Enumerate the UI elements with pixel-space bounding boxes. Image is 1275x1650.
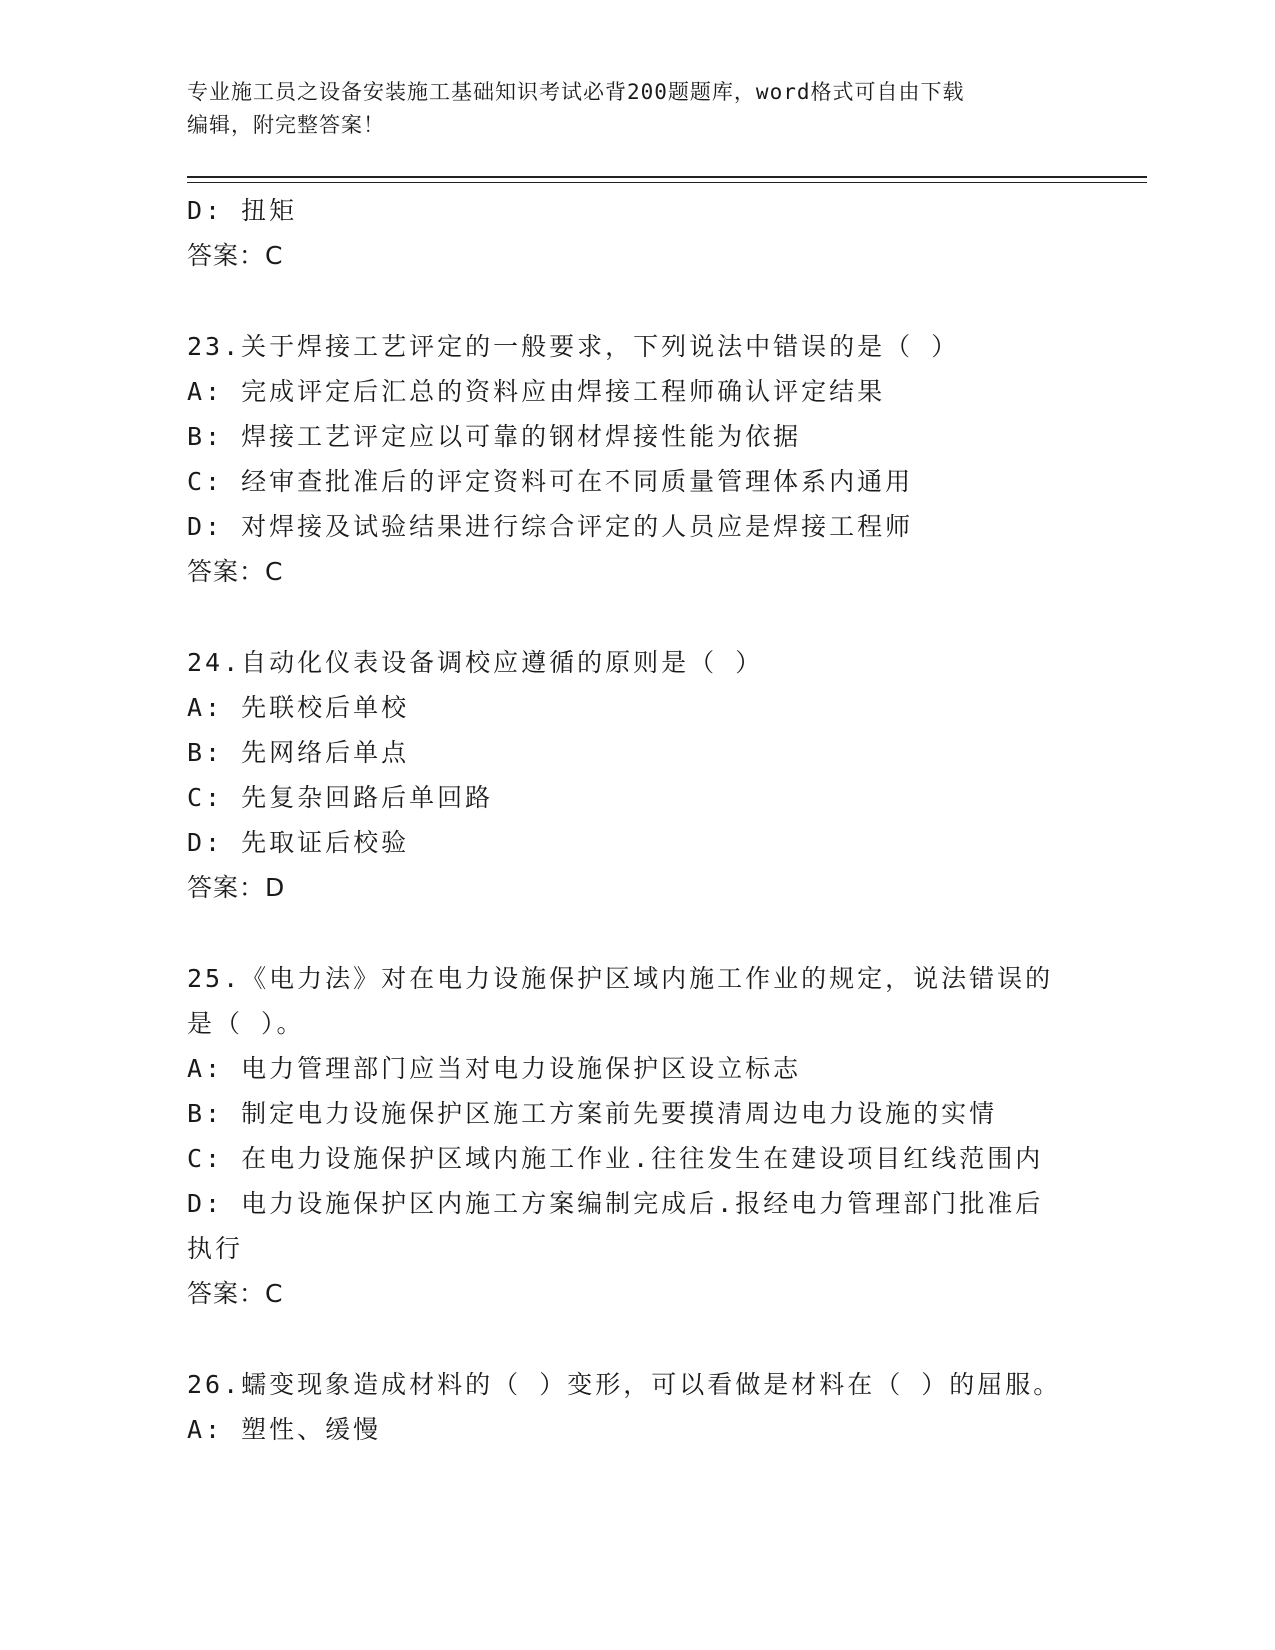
question-24	[187, 640, 1087, 910]
answer: 答案：C	[187, 241, 284, 270]
option-c: C: 先复杂回路后单回路	[187, 783, 494, 812]
option-d: D: 对焊接及试验结果进行综合评定的人员应是焊接工程师	[187, 512, 914, 541]
question-text-line1: 25.《电力法》对在电力设施保护区域内施工作业的规定，说法错误的	[187, 964, 1054, 993]
spacer	[187, 910, 1087, 956]
header-title-line1: 专业施工员之设备安装施工基础知识考试必背200题题库，word格式可自由下载	[187, 80, 965, 104]
header-title-line2: 编辑，附完整答案！	[187, 113, 385, 137]
question-26	[187, 1362, 1087, 1452]
option-d-line1: D: 电力设施保护区内施工方案编制完成后.报经电力管理部门批准后	[187, 1189, 1044, 1218]
question-list	[187, 188, 1087, 1452]
header-divider-thick	[187, 176, 1147, 178]
option-d: D: 扭矩	[187, 196, 298, 225]
spacer	[187, 278, 1087, 324]
header-divider-thin	[187, 182, 1147, 183]
option-a: A: 完成评定后汇总的资料应由焊接工程师确认评定结果	[187, 377, 886, 406]
document-header	[187, 76, 1087, 142]
option-a: A: 塑性、缓慢	[187, 1415, 382, 1444]
question-text: 23.关于焊接工艺评定的一般要求，下列说法中错误的是（ ）	[187, 332, 960, 361]
option-d: D: 先取证后校验	[187, 828, 410, 857]
option-d-line2: 执行	[187, 1234, 244, 1263]
option-b: B: 焊接工艺评定应以可靠的钢材焊接性能为依据	[187, 422, 802, 451]
option-c: C: 经审查批准后的评定资料可在不同质量管理体系内通用	[187, 467, 914, 496]
question-text: 24.自动化仪表设备调校应遵循的原则是（ ）	[187, 648, 764, 677]
answer: 答案：C	[187, 1279, 284, 1308]
answer: 答案：C	[187, 557, 284, 586]
question-text: 26.蠕变现象造成材料的（ ）变形，可以看做是材料在（ ）的屈服。	[187, 1370, 1062, 1399]
option-a: A: 先联校后单校	[187, 693, 410, 722]
spacer	[187, 594, 1087, 640]
answer: 答案：D	[187, 873, 286, 902]
option-a: A: 电力管理部门应当对电力设施保护区设立标志	[187, 1054, 802, 1083]
question-text-line2: 是（ ）。	[187, 1009, 305, 1038]
question-25	[187, 956, 1087, 1316]
question-22-tail	[187, 188, 1087, 278]
option-b: B: 制定电力设施保护区施工方案前先要摸清周边电力设施的实情	[187, 1099, 998, 1128]
question-23	[187, 324, 1087, 594]
spacer	[187, 1316, 1087, 1362]
option-b: B: 先网络后单点	[187, 738, 410, 767]
option-c: C: 在电力设施保护区域内施工作业.往往发生在建设项目红线范围内	[187, 1144, 1044, 1173]
